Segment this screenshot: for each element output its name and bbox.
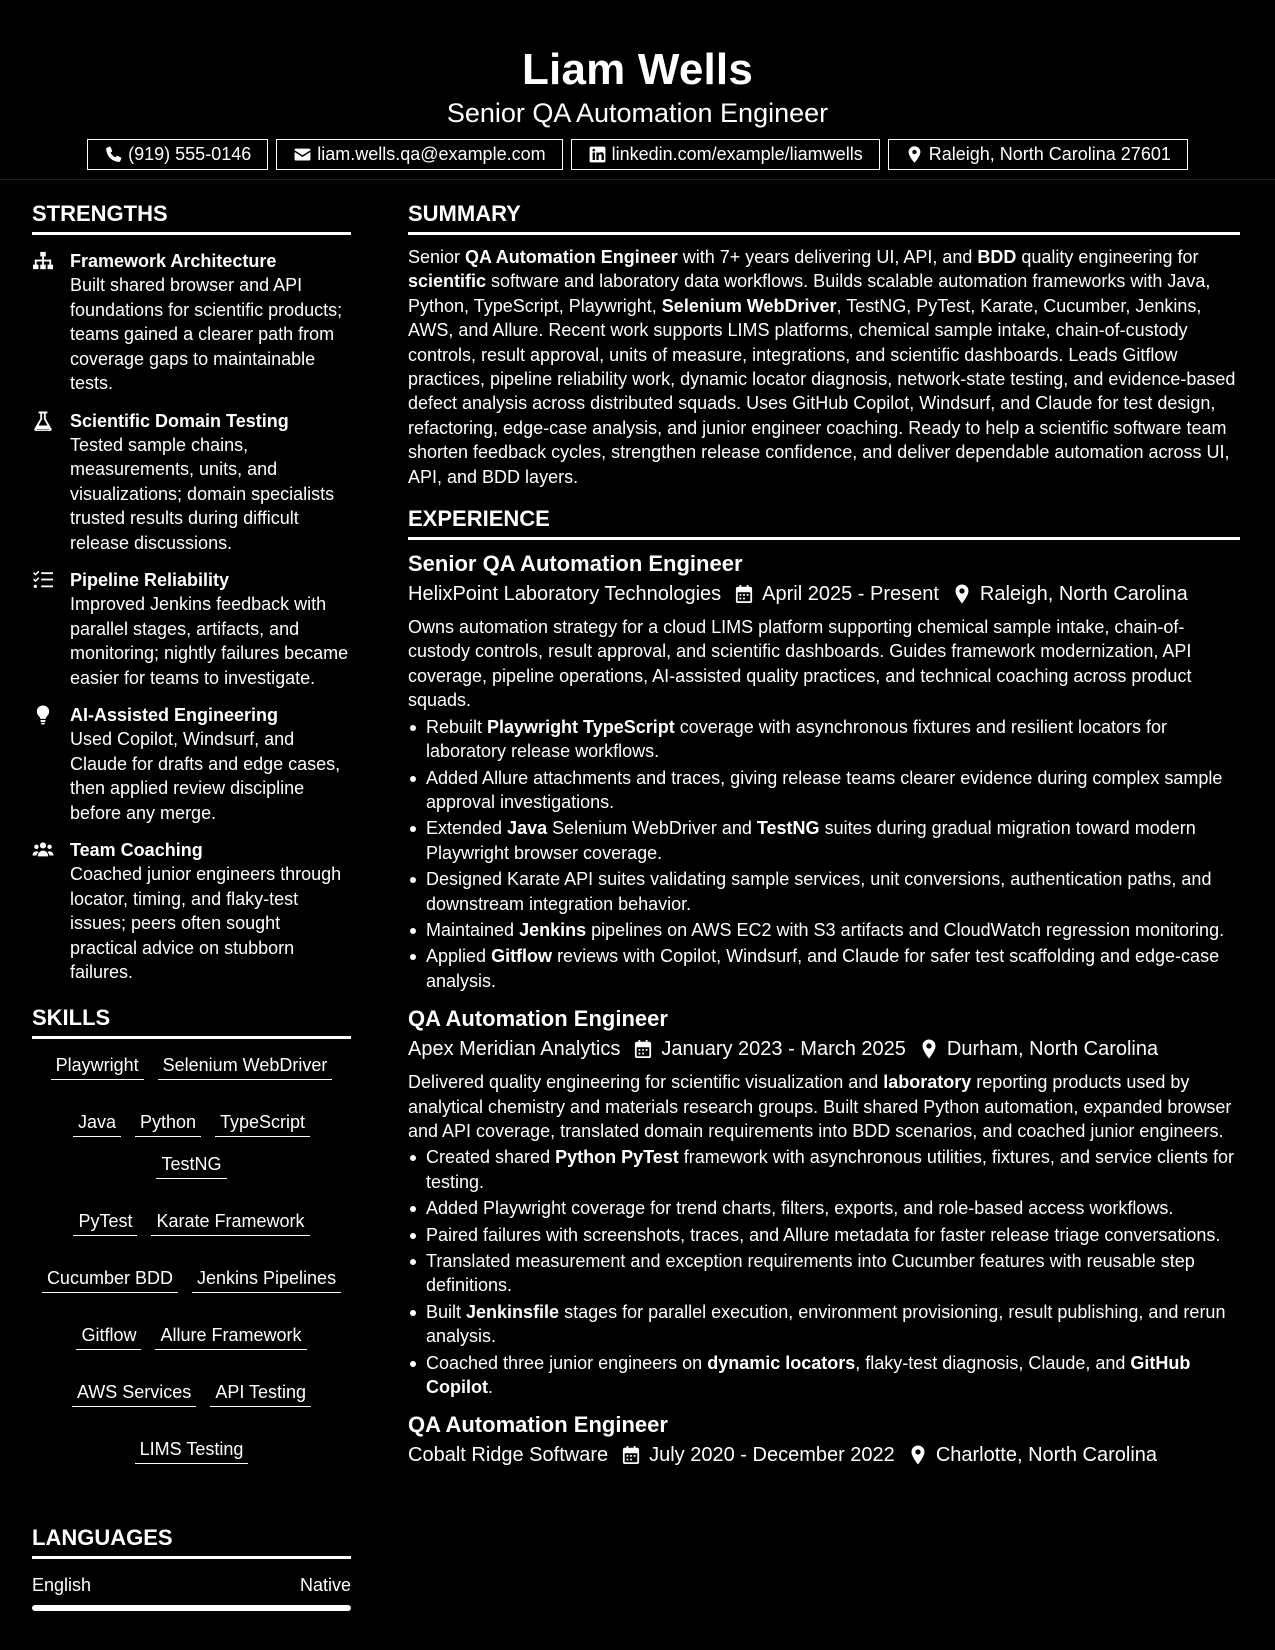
skill-tag: Playwright (51, 1053, 144, 1080)
job-bullet: Built Jenkinsfile stages for parallel execution, environment provisioning, result publishing, and rerun analysis. (408, 1300, 1240, 1349)
contact-phone[interactable] (87, 139, 268, 170)
languages-heading: LANGUAGES (32, 1524, 351, 1559)
strength-text: Tested sample chains, measurements, units, and visualizations; domain specialists trusted results during difficult release discussions. (70, 434, 335, 553)
job-dates: January 2023 - March 2025 (661, 1038, 906, 1061)
strength-title: Pipeline Reliability (70, 570, 230, 590)
skill-tag: Jenkins Pipelines (192, 1266, 341, 1293)
emphasis-text: Gitflow (491, 946, 553, 967)
job-description: Delivered quality engineering for scientific visualization and laboratory reporting products used by analytical chemistry and materials research groups. Built shared Python automation, expanded browser and API coverage, translated domain requirements into BDD scenarios, and coached junior engineers. (408, 1072, 1232, 1141)
map-pin-icon (905, 145, 924, 164)
emphasis-text: scientific (408, 271, 487, 292)
job-bullet: Applied Gitflow reviews with Copilot, Windsurf, and Claude for safer test scaffolding and edge-case analysis. (408, 944, 1240, 993)
contact-location[interactable] (888, 139, 1188, 170)
emphasis-text: QA Automation Engineer (465, 247, 678, 267)
skill-tag: Java (73, 1110, 121, 1137)
job-title: QA Automation Engineer (408, 1006, 668, 1032)
resume-header (0, 0, 1275, 170)
emphasis-text: Jenkins (519, 919, 587, 940)
strength-title: Team Coaching (70, 840, 203, 860)
linkedin-icon (588, 145, 607, 164)
envelope-icon (293, 145, 312, 164)
job-meta (408, 579, 1240, 609)
list-check-icon (32, 570, 54, 590)
job-bullet: Rebuilt Playwright TypeScript coverage with asynchronous fixtures and resilient locators for laboratory release workflows. (408, 715, 1240, 764)
contact-linkedin[interactable] (571, 139, 880, 170)
job-description: Owns automation strategy for a cloud LIMS platform supporting chemical sample intake, chain-of-custody controls, result approval, and scientific dashboards. Guides framework modernization, API coverage, pipeline operations, AI-assisted quality practices, and technical coaching across product squads. (408, 617, 1192, 711)
strengths-list (32, 249, 351, 985)
language-row (32, 1573, 351, 1597)
skill-tag: Python (135, 1110, 201, 1137)
strength-text: Improved Jenkins feedback with parallel stages, artifacts, and monitoring; nightly failures became easier for teams to investigate. (70, 594, 349, 688)
emphasis-text: Java (507, 818, 548, 839)
emphasis-text: Playwright TypeScript (487, 716, 675, 737)
languages-section (32, 1524, 351, 1611)
job-bullet: Extended Java Selenium WebDriver and TestNG suites during gradual migration toward modern Playwright browser coverage. (408, 816, 1240, 865)
emphasis-text: laboratory (883, 1072, 972, 1093)
job-location: Charlotte, North Carolina (935, 1444, 1158, 1467)
strength-text: Coached junior engineers through locator, timing, and flaky-test issues; peers often sought practical advice on stubborn failures. (70, 864, 342, 982)
strength-item (32, 568, 351, 690)
job-bullet: Maintained Jenkins pipelines on AWS EC2 with S3 artifacts and CloudWatch regression monitoring. (408, 918, 1240, 942)
candidate-name: Liam Wells (521, 45, 754, 94)
phone-icon (104, 145, 123, 164)
skill-tag: Allure Framework (155, 1323, 306, 1350)
skill-tag: Selenium WebDriver (158, 1053, 333, 1080)
calendar-icon (622, 1445, 640, 1465)
strength-item (32, 409, 351, 556)
job-location: Durham, North Carolina (946, 1038, 1159, 1061)
phone-text: (919) 555-0146 (128, 144, 252, 164)
job-title: QA Automation Engineer (408, 1412, 668, 1438)
strength-item (32, 703, 351, 825)
emphasis-text: BDD (977, 247, 1017, 267)
linkedin-text: linkedin.com/example/liamwells (611, 144, 863, 164)
skill-tag: TypeScript (215, 1110, 310, 1137)
emphasis-text: Python PyTest (555, 1147, 679, 1168)
skill-tag: AWS Services (72, 1380, 196, 1407)
job-entry (408, 1005, 1240, 1399)
job-dates: April 2025 - Present (762, 583, 939, 606)
candidate-title: Senior QA Automation Engineer (446, 98, 829, 128)
left-column (32, 200, 351, 1611)
skill-tag: Gitflow (76, 1323, 141, 1350)
emphasis-text: TestNG (756, 818, 820, 839)
strength-title: Scientific Domain Testing (70, 410, 289, 431)
sitemap-icon (32, 251, 54, 271)
summary-heading: SUMMARY (408, 200, 1240, 235)
strength-item (32, 249, 351, 396)
users-icon (32, 840, 54, 860)
map-pin-icon (953, 584, 971, 604)
map-pin-icon (909, 1445, 927, 1465)
emphasis-text: GitHub Copilot (426, 1352, 1191, 1398)
job-dates: July 2020 - December 2022 (649, 1444, 895, 1467)
strengths-heading: STRENGTHS (32, 200, 351, 235)
lightbulb-icon (32, 705, 54, 725)
job-bullet: Paired failures with screenshots, traces, and Allure metadata for faster release triage conversations. (408, 1223, 1240, 1247)
skill-tag: Karate Framework (151, 1209, 309, 1236)
skill-tag: PyTest (73, 1209, 137, 1236)
job-bullet: Created shared Python PyTest framework with asynchronous utilities, fixtures, and service clients for testing. (408, 1145, 1240, 1194)
skill-tag: TestNG (156, 1152, 226, 1179)
job-entry (408, 550, 1240, 993)
strength-text: Built shared browser and API foundations for scientific products; teams gained a clearer path from coverage gaps to maintainable tests. (70, 275, 343, 393)
job-location: Raleigh, North Carolina (979, 583, 1188, 606)
strengths-section (32, 200, 351, 985)
contact-email[interactable] (276, 139, 562, 170)
job-company: Cobalt Ridge Software (408, 1444, 609, 1467)
job-company: Apex Meridian Analytics (408, 1038, 621, 1061)
skill-tag: API Testing (210, 1380, 311, 1407)
summary-text: Senior QA Automation Engineer with 7+ years delivering UI, API, and BDD quality engineering for scientific software and laboratory data workflows. Builds scalable automation frameworks with Java, Python, TypeScript, Playwright, Selenium WebDriver, TestNG, PyTest, Karate, Cucumber, Jenkins, AWS, and Allure. Recent work supports LIMS platforms, chemical sample intake, chain-of-custody controls, result approval, units of measure, integrations, and scientific dashboards. Leads Gitflow practices, pipeline reliability work, dynamic locator diagnosis, network-state testing, and evidence-based defect analysis across distributed squads. Uses GitHub Copilot, Windsurf, and Claude for test design, refactoring, edge-case analysis, and junior engineer coaching. Ready to help a scientific software team shorten feedback cycles, strengthen release confidence, and deliver dependable automation across UI, API, and BDD layers. (408, 247, 1236, 487)
emphasis-text: Selenium WebDriver (661, 295, 837, 316)
strength-item (32, 838, 351, 985)
job-bullet: Added Playwright coverage for trend charts, filters, exports, and role-based access workflows. (408, 1196, 1240, 1220)
job-title: Senior QA Automation Engineer (408, 551, 743, 577)
experience-section (408, 505, 1240, 1470)
skill-tag: LIMS Testing (135, 1437, 249, 1464)
job-meta (408, 1034, 1240, 1064)
language-level: Native (299, 1574, 351, 1595)
email-text: liam.wells.qa@example.com (317, 144, 546, 164)
contact-bar (0, 139, 1275, 170)
map-pin-icon (920, 1039, 938, 1059)
experience-heading: EXPERIENCE (408, 505, 1240, 540)
strength-text: Used Copilot, Windsurf, and Claude for drafts and edge cases, then applied review discipline before any merge. (70, 729, 341, 823)
job-bullet: Designed Karate API suites validating sample services, unit conversions, authentication paths, and downstream integration behavior. (408, 867, 1240, 916)
skills-list (32, 1053, 351, 1464)
language-name: English (32, 1574, 92, 1595)
header-divider (0, 179, 1275, 180)
job-bullets (408, 715, 1240, 993)
job-company: HelixPoint Laboratory Technologies (408, 583, 722, 606)
skills-heading: SKILLS (32, 1004, 351, 1039)
summary-section (408, 200, 1240, 489)
right-column (408, 200, 1240, 1470)
job-meta (408, 1440, 1240, 1470)
calendar-icon (634, 1039, 652, 1059)
job-bullet: Coached three junior engineers on dynamic locators, flaky-test diagnosis, Claude, and GitHub Copilot. (408, 1351, 1240, 1400)
location-text: Raleigh, North Carolina 27601 (928, 144, 1171, 164)
flask-icon (32, 411, 54, 431)
emphasis-text: Jenkinsfile (466, 1301, 560, 1322)
emphasis-text: dynamic locators (707, 1352, 856, 1373)
job-bullet: Translated measurement and exception requirements into Cucumber features with reusable step definitions. (408, 1249, 1240, 1298)
strength-title: Framework Architecture (70, 251, 277, 271)
skill-tag: Cucumber BDD (42, 1266, 178, 1293)
strength-title: AI-Assisted Engineering (70, 705, 279, 725)
job-entry (408, 1411, 1240, 1470)
skills-section (32, 1004, 351, 1464)
job-bullets (408, 1145, 1240, 1399)
language-proficiency-bar (32, 1605, 351, 1611)
calendar-icon (735, 584, 753, 604)
job-bullet: Added Allure attachments and traces, giving release teams clearer evidence during complex sample approval investigations. (408, 766, 1240, 815)
